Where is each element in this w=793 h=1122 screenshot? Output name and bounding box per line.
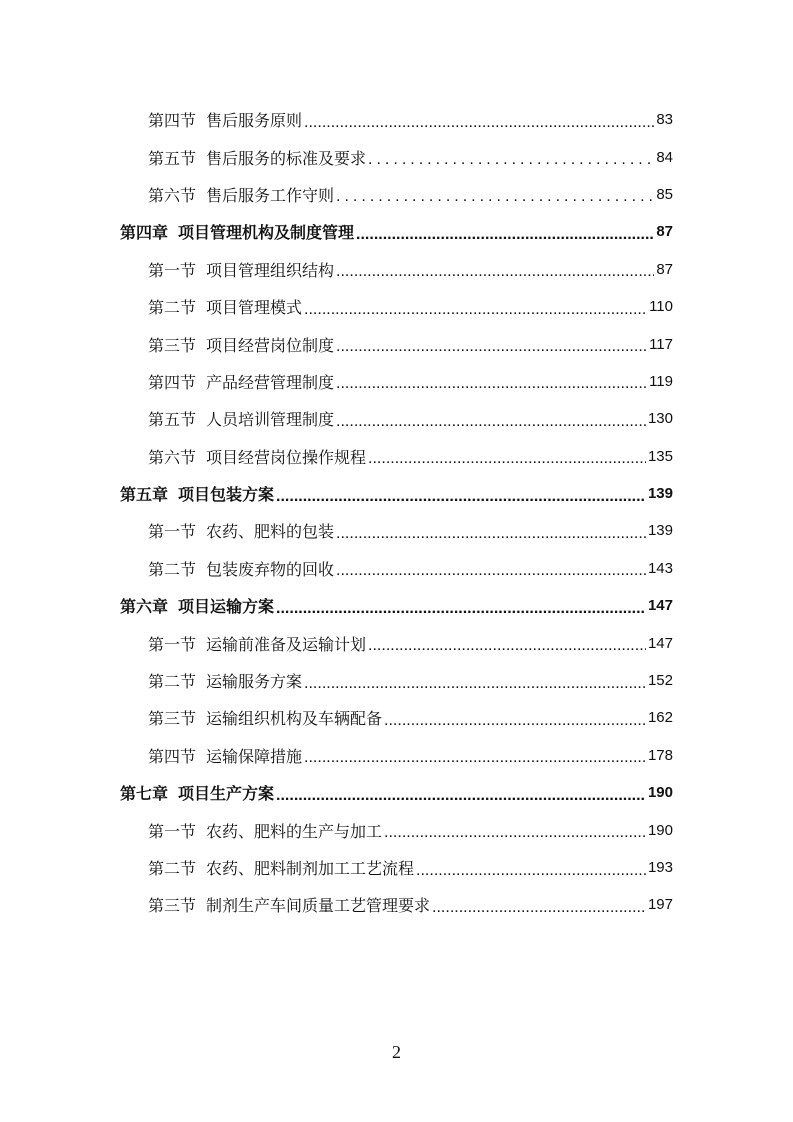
toc-entry-title: 项目管理组织结构 (206, 260, 335, 280)
toc-entry-title: 项目管理机构及制度管理 (178, 223, 355, 243)
toc-page-number: 87 (656, 260, 673, 278)
toc-entry-label (148, 370, 334, 393)
toc-entry-number: 第六节 (148, 447, 197, 467)
toc-dot-leader (304, 675, 646, 693)
toc-section-entry[interactable] (0, 886, 793, 923)
toc-page-number: 83 (656, 111, 673, 129)
toc-entry-label (148, 632, 366, 655)
toc-section-entry[interactable] (0, 512, 793, 549)
toc-entry-title: 售后服务工作守则 (206, 185, 335, 205)
toc-page-number: 85 (656, 185, 673, 203)
toc-entry-title: 运输服务方案 (206, 672, 303, 692)
toc-section-entry[interactable] (0, 400, 793, 437)
toc-entry-number: 第四节 (148, 372, 197, 392)
toc-entry-number: 第四节 (148, 111, 197, 131)
toc-dot-leader (356, 226, 654, 244)
toc-page-number: 139 (647, 522, 673, 540)
toc-entry-label (148, 258, 334, 281)
toc-entry-label (148, 706, 382, 729)
toc-page-number: 147 (647, 634, 673, 652)
toc-entry-label (148, 333, 334, 356)
toc-entry-title: 农药、肥料的包装 (206, 522, 335, 542)
toc-section-entry[interactable] (0, 288, 793, 325)
toc-entry-number: 第二节 (148, 298, 197, 318)
toc-page-number: 190 (647, 821, 673, 839)
toc-entry-number: 第二节 (148, 672, 197, 692)
toc-entry-label (148, 893, 430, 916)
toc-dot-leader (384, 824, 646, 842)
toc-entry-number: 第四章 (120, 223, 169, 243)
toc-dot-leader (432, 899, 646, 917)
toc-entry-label (148, 146, 366, 169)
toc-entry-title: 农药、肥料制剂加工工艺流程 (206, 859, 415, 878)
toc-page-number: 117 (649, 335, 673, 353)
toc-chapter-entry[interactable] (0, 774, 793, 811)
toc-page-number: 178 (647, 746, 673, 764)
toc-entry-title: 制剂生产车间质量工艺管理要求 (206, 896, 431, 916)
toc-dot-leader (368, 637, 646, 655)
toc-section-entry[interactable] (0, 363, 793, 400)
toc-dot-leader (304, 749, 646, 767)
toc-entry-label (148, 856, 414, 879)
toc-entry-title: 项目运输方案 (178, 597, 275, 617)
toc-section-entry[interactable] (0, 624, 793, 661)
toc-entry-title: 包装废弃物的回收 (206, 559, 335, 579)
toc-section-entry[interactable] (0, 737, 793, 774)
toc-page-number: 139 (647, 485, 673, 503)
toc-entry-label (120, 220, 354, 243)
toc-dot-leader (304, 114, 654, 132)
toc-entry-label (120, 482, 274, 505)
toc-entry-title: 项目包装方案 (178, 485, 275, 505)
toc-entry-number: 第七章 (120, 784, 169, 804)
toc-chapter-entry[interactable] (0, 213, 793, 250)
toc-entry-title: 售后服务原则 (206, 111, 303, 131)
toc-page-number: 147 (647, 597, 673, 615)
toc-dot-leader (336, 413, 646, 431)
toc-entry-title: 运输前准备及运输计划 (206, 634, 367, 654)
toc-page-number: 197 (647, 896, 673, 914)
toc-entry-label (148, 744, 302, 767)
toc-section-entry[interactable] (0, 251, 793, 288)
toc-entry-title: 项目经营岗位制度 (206, 335, 335, 355)
toc-section-entry[interactable] (0, 101, 793, 138)
toc-entry-number: 第六节 (148, 185, 197, 205)
toc-entry-number: 第一节 (148, 522, 197, 542)
toc-entry-number: 第五章 (120, 485, 169, 505)
toc-entry-title: 项目经营岗位操作规程 (206, 447, 367, 467)
toc-entry-title: 项目管理模式 (206, 298, 303, 318)
toc-entry-label (148, 295, 302, 318)
toc-entry-number: 第二节 (148, 559, 197, 579)
toc-entry-number: 第一节 (148, 821, 197, 841)
toc-entry-number: 第三节 (148, 896, 197, 916)
toc-page-number: 193 (647, 859, 673, 876)
toc-entry-label (148, 557, 334, 580)
toc-entry-label (148, 407, 334, 430)
toc-page-number: 130 (647, 410, 673, 428)
toc-page-number: 119 (649, 372, 673, 390)
toc-dot-leader (336, 525, 646, 543)
toc-section-entry[interactable] (0, 176, 793, 213)
toc-entry-number: 第五节 (148, 410, 197, 430)
toc-page-number: 162 (647, 709, 673, 727)
toc-entry-number: 第二节 (148, 859, 197, 878)
toc-dot-leader (304, 301, 647, 319)
toc-dot-leader (336, 188, 654, 206)
toc-page-number: 110 (649, 298, 673, 316)
toc-entry-label (148, 445, 366, 468)
toc-page-number: 87 (656, 223, 673, 241)
toc-entry-title: 项目生产方案 (178, 784, 275, 804)
toc-section-entry[interactable] (0, 699, 793, 736)
toc-entry-title: 人员培训管理制度 (206, 410, 335, 430)
toc-entry-label (148, 108, 302, 131)
toc-dot-leader (336, 338, 647, 356)
toc-dot-leader (276, 600, 646, 618)
toc-entry-title: 售后服务的标准及要求 (206, 148, 367, 168)
toc-section-entry[interactable] (0, 138, 793, 175)
toc-entry-title: 运输组织机构及车辆配备 (206, 709, 383, 729)
toc-dot-leader (368, 151, 654, 169)
toc-section-entry[interactable] (0, 438, 793, 475)
toc-entry-number: 第一节 (148, 260, 197, 280)
toc-entry-label (148, 819, 382, 842)
toc-page-number: 152 (647, 672, 673, 690)
toc-entry-title: 产品经营管理制度 (206, 372, 335, 392)
toc-dot-leader (384, 712, 646, 730)
toc-dot-leader (276, 787, 646, 805)
toc-entry-number: 第五节 (148, 148, 197, 168)
page-number: 2 (392, 1042, 401, 1062)
toc-entry-number: 第四节 (148, 746, 197, 766)
toc-entry-number: 第三节 (148, 335, 197, 355)
toc-section-entry[interactable] (0, 849, 793, 886)
toc-section-entry[interactable] (0, 811, 793, 848)
toc-entry-number: 第一节 (148, 634, 197, 654)
toc-entry-label (120, 781, 274, 804)
toc-entry-label (148, 669, 302, 692)
toc-dot-leader (416, 862, 646, 880)
toc-dot-leader (336, 562, 646, 580)
toc-entry-label (148, 519, 334, 542)
toc-dot-leader (276, 488, 646, 506)
toc-entry-number: 第三节 (148, 709, 197, 729)
toc-dot-leader (336, 263, 654, 281)
toc-entry-label (148, 183, 334, 206)
toc-page-number: 135 (647, 447, 673, 465)
toc-dot-leader (336, 375, 647, 393)
toc-entry-title: 运输保障措施 (206, 746, 303, 766)
toc-entry-label (120, 594, 274, 617)
toc-chapter-entry[interactable] (0, 475, 793, 512)
table-of-contents (0, 101, 793, 924)
toc-entry-number: 第六章 (120, 597, 169, 617)
toc-page-number: 84 (656, 148, 673, 166)
toc-entry-title: 农药、肥料的生产与加工 (206, 821, 383, 841)
toc-page-number: 143 (647, 559, 673, 577)
toc-chapter-entry[interactable] (0, 587, 793, 624)
toc-section-entry[interactable] (0, 325, 793, 362)
toc-section-entry[interactable] (0, 662, 793, 699)
toc-page-number: 190 (647, 784, 673, 802)
toc-section-entry[interactable] (0, 550, 793, 587)
toc-dot-leader (368, 450, 646, 468)
